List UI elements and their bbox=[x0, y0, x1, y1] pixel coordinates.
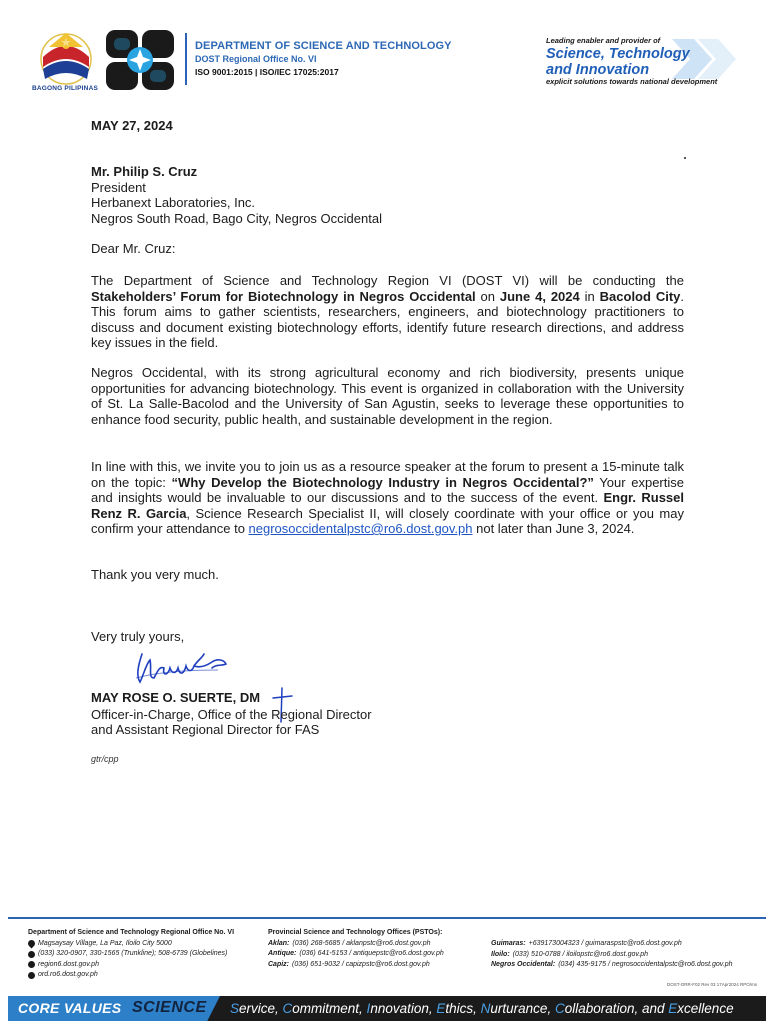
signatory-title-2: and Assistant Regional Director for FAS bbox=[91, 722, 320, 737]
department-name: DEPARTMENT OF SCIENCE AND TECHNOLOGY bbox=[195, 40, 452, 52]
form-code: DOST-ORR-F02 Rev 03 17Apr2024 RPO/ms bbox=[667, 982, 758, 987]
thanks-line: Thank you very much. bbox=[91, 567, 219, 582]
signatory-title-1: Officer-in-Charge, Office of the Regional Director bbox=[91, 707, 372, 722]
recipient-name: Mr. Philip S. Cruz bbox=[91, 164, 198, 179]
p1-text-g: . This forum aims to gather scientists, researchers, engineers, and biotechnology practitioners to discuss and document existing biotechnology efforts, identify future research directions, and address key issues in the field. bbox=[91, 288, 685, 350]
paragraph-1 bbox=[91, 273, 684, 351]
value-initial: E bbox=[668, 1001, 678, 1016]
value-initial: C bbox=[282, 1001, 293, 1016]
p3-coordinator: Engr. Russel Renz R. Garcia bbox=[91, 490, 685, 521]
core-values-science: SCIENCE bbox=[132, 999, 207, 1016]
letterhead bbox=[0, 0, 768, 108]
value-initial: E bbox=[436, 1001, 446, 1016]
globe-icon bbox=[28, 961, 35, 968]
psto-row bbox=[491, 939, 761, 950]
signature-icon bbox=[128, 648, 238, 690]
closing-line: Very truly yours, bbox=[91, 629, 185, 644]
p3-text-e: , Science Research Specialist II, will closely coordinate with your office or you may confirm your attendance to bbox=[91, 505, 684, 536]
value-word: xcellence bbox=[677, 1001, 734, 1016]
footer-pstos-1 bbox=[268, 928, 498, 970]
value-word: ommitment, bbox=[292, 1001, 367, 1016]
footer-psto-heading: Provincial Science and Technology Offices (PSTOs): bbox=[268, 929, 443, 936]
psto-label: Aklan: bbox=[268, 939, 290, 947]
phone-icon bbox=[28, 951, 35, 958]
bagong-pilipinas-text: BAGONG PILIPINAS bbox=[31, 85, 99, 92]
recipient-company: Herbanext Laboratories, Inc. bbox=[91, 195, 256, 210]
psto-contact: (036) 268-5685 / aklanpstc@ro6.dost.gov.ph bbox=[292, 939, 431, 947]
value-initial: C bbox=[554, 1001, 565, 1016]
footer-address-row bbox=[28, 939, 268, 950]
tagline-line-1: Science, Technology bbox=[546, 46, 690, 62]
core-values-label: CORE VALUES bbox=[18, 1000, 122, 1016]
psto-label: Capiz: bbox=[268, 960, 289, 968]
recipient-title: President bbox=[91, 179, 146, 195]
value-word: urturance, bbox=[490, 1001, 555, 1016]
location-pin-icon bbox=[27, 939, 37, 949]
core-values-list bbox=[230, 1001, 734, 1016]
footer-web2-row bbox=[28, 970, 268, 981]
recipient-address: Negros South Road, Bago City, Negros Occidental bbox=[91, 210, 382, 226]
footer-regional-office bbox=[28, 928, 268, 981]
footer-pstos-2 bbox=[491, 939, 761, 971]
signatory-name: MAY ROSE O. SUERTE, DM bbox=[91, 690, 261, 705]
value-word: thics, bbox=[445, 1001, 481, 1016]
p3-text-c: Your expertise and insights would be invaluable to our discussions and to the success of the event. bbox=[91, 474, 684, 505]
stray-mark bbox=[684, 157, 686, 159]
psto-row bbox=[491, 960, 761, 971]
footer-phone: (033) 320-0907, 330-1565 (Trunkline); 508-6739 (Globelines) bbox=[38, 950, 228, 957]
p3-text-f: not later than June 3, 2024. bbox=[472, 521, 635, 536]
office-name: DOST Regional Office No. VI bbox=[195, 54, 317, 64]
dost-logo bbox=[104, 28, 176, 92]
iso-certification: ISO 9001:2015 | ISO/IEC 17025:2017 bbox=[195, 67, 339, 77]
psto-label: Iloilo: bbox=[491, 950, 510, 958]
footer-office-heading: Department of Science and Technology Regional Office No. VI bbox=[28, 929, 235, 936]
p1-event-date: June 4, 2024 bbox=[499, 288, 580, 304]
p3-topic: “Why Develop the Biotechnology Industry in Negros Occidental?” bbox=[171, 474, 594, 490]
footer-website-1[interactable]: region6.dost.gov.ph bbox=[38, 960, 99, 968]
tagline-top: Leading enabler and provider of bbox=[546, 36, 661, 45]
psto-label: Guimaras: bbox=[491, 940, 526, 947]
value-initial: I bbox=[366, 1001, 371, 1016]
globe-icon bbox=[28, 972, 35, 979]
value-word: ollaboration, and bbox=[564, 1001, 669, 1016]
psto-row bbox=[268, 939, 498, 950]
footer-website-2[interactable]: ord.ro6.dost.gov.ph bbox=[38, 971, 98, 978]
psto-row bbox=[268, 949, 498, 960]
value-word: nnovation, bbox=[370, 1001, 437, 1016]
contact-email-link[interactable]: negrosoccidentalpstc@ro6.dost.gov.ph bbox=[248, 521, 473, 536]
footer-divider bbox=[8, 917, 766, 919]
p1-text-e: in bbox=[579, 288, 600, 304]
p3-text-a: In line with this, we invite you to join us as a resource speaker at the forum to present a 15-minute talk on the topic: bbox=[91, 459, 684, 490]
psto-contact: (034) 435-9175 / negrosoccidentalpstc@ro6.dost.gov.ph bbox=[558, 961, 733, 968]
psto-row bbox=[491, 950, 761, 961]
p1-event-venue: Bacolod City bbox=[599, 288, 681, 304]
paragraph-3 bbox=[91, 459, 684, 537]
psto-row bbox=[268, 960, 498, 971]
p1-text-a: The Department of Science and Technology Region VI (DOST VI) will be conducting the bbox=[91, 273, 684, 288]
footer-web1-row bbox=[28, 960, 268, 971]
footer-address: Magsaysay Village, La Paz, Iloilo City 5000 bbox=[38, 939, 172, 947]
tagline-bottom: explicit solutions towards national development bbox=[546, 77, 718, 86]
tagline-line-2: and Innovation bbox=[546, 62, 650, 78]
psto-label: Antique: bbox=[268, 950, 297, 957]
psto-contact: (036) 651-9032 / capizpstc@ro6.dost.gov.ph bbox=[292, 960, 430, 968]
value-word: ervice, bbox=[239, 1001, 283, 1016]
footer-phone-row bbox=[28, 949, 268, 960]
p1-text-c: on bbox=[475, 288, 500, 304]
paragraph-2: Negros Occidental, with its strong agricultural economy and rich biodiversity, presents unique opportunities for advancing biotechnology. This event is organized in collaboration with the University of St. La Salle-Bacolod and the University of San Agustin, seeks to leverage these opportunities to enhance food security, public health, and sustainable development in the region. bbox=[91, 365, 684, 427]
psto-contact: +639173004323 / guimaraspstc@ro6.dost.gov.ph bbox=[528, 940, 682, 947]
recipient-block bbox=[91, 164, 684, 226]
core-values-bar bbox=[8, 996, 766, 1021]
header-divider bbox=[185, 33, 187, 85]
value-initial: S bbox=[230, 1001, 240, 1016]
tagline-block bbox=[542, 33, 742, 93]
reference-initials: gtr/cpp bbox=[91, 754, 119, 764]
psto-label: Negros Occidental: bbox=[491, 961, 556, 968]
letter-date: MAY 27, 2024 bbox=[91, 118, 173, 133]
value-initial: N bbox=[480, 1001, 491, 1016]
psto-contact: (033) 510-0788 / iloilopstc@ro6.dost.gov.ph bbox=[512, 950, 649, 958]
salutation: Dear Mr. Cruz: bbox=[91, 241, 176, 256]
p1-event-name: Stakeholders’ Forum for Biotechnology in Negros Occidental bbox=[91, 288, 476, 304]
psto-contact: (036) 641-5153 / antiquepstc@ro6.dost.gov.ph bbox=[299, 950, 444, 957]
